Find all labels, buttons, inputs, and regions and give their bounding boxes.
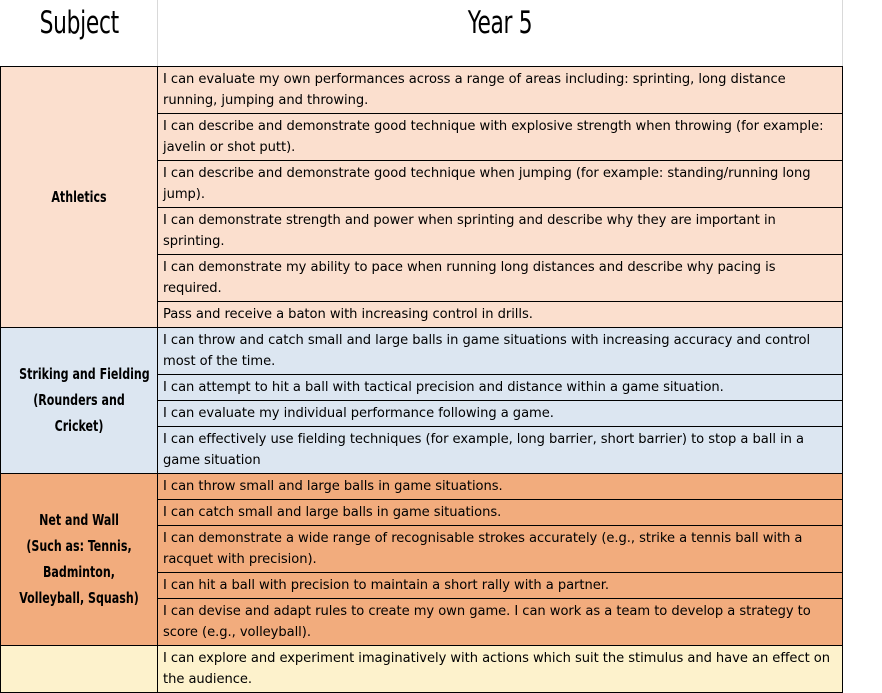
subject-cell-net-and-wall	[1, 473, 158, 645]
statement-cell: I can explore and experiment imaginatively with actions which suit the stimulus and have an effect on the audience.	[158, 645, 843, 692]
statement-cell: I can devise and adapt rules to create my own game. I can work as a team to develop a strategy to score (e.g., volleyball).	[158, 598, 843, 645]
statement-cell: I can throw and catch small and large balls in game situations with increasing accuracy and control most of the time.	[158, 327, 843, 374]
statement-cell: I can evaluate my own performances across a range of areas including: sprinting, long distance running, jumping and throwing.	[158, 66, 843, 113]
statement-cell: I can evaluate my individual performance following a game.	[158, 400, 843, 426]
statement-cell: I can demonstrate my ability to pace when running long distances and describe why pacing is required.	[158, 254, 843, 301]
table-row	[1, 327, 843, 374]
subject-label: Athletics	[51, 187, 107, 206]
table-row	[1, 645, 843, 692]
column-header-year-label: Year 5	[467, 5, 533, 41]
subject-cell-athletics	[1, 66, 158, 327]
subject-cell-dance	[1, 645, 158, 692]
table-row	[1, 66, 843, 113]
subject-label: Net and Wall (Such as: Tennis, Badminton, Volleyball, Squash)	[19, 511, 139, 607]
statement-cell: I can describe and demonstrate good technique with explosive strength when throwing (for example: javelin or shot putt).	[158, 113, 843, 160]
statement-cell: I can throw small and large balls in game situations.	[158, 473, 843, 499]
statement-cell: I can hit a ball with precision to maintain a short rally with a partner.	[158, 572, 843, 598]
subject-label: Striking and Fielding (Rounders and Cricket)	[19, 365, 150, 435]
statement-cell: Pass and receive a baton with increasing control in drills.	[158, 301, 843, 327]
table-header-row	[1, 0, 843, 66]
column-header-subject	[1, 0, 158, 66]
subject-cell-striking-and-fielding	[1, 327, 158, 473]
statement-cell: I can effectively use fielding techniques (for example, long barrier, short barrier) to stop a ball in a game situation	[158, 426, 843, 473]
column-header-subject-label: Subject	[39, 5, 119, 41]
column-header-year	[158, 0, 843, 66]
statement-cell: I can demonstrate strength and power when sprinting and describe why they are important in sprinting.	[158, 207, 843, 254]
table-row	[1, 473, 843, 499]
statement-cell: I can demonstrate a wide range of recognisable strokes accurately (e.g., strike a tennis ball with a racquet with precision).	[158, 525, 843, 572]
statement-cell: I can attempt to hit a ball with tactical precision and distance within a game situation.	[158, 374, 843, 400]
table-body	[1, 0, 843, 692]
statement-cell: I can catch small and large balls in game situations.	[158, 499, 843, 525]
statement-cell: I can describe and demonstrate good technique when jumping (for example: standing/running long jump).	[158, 160, 843, 207]
